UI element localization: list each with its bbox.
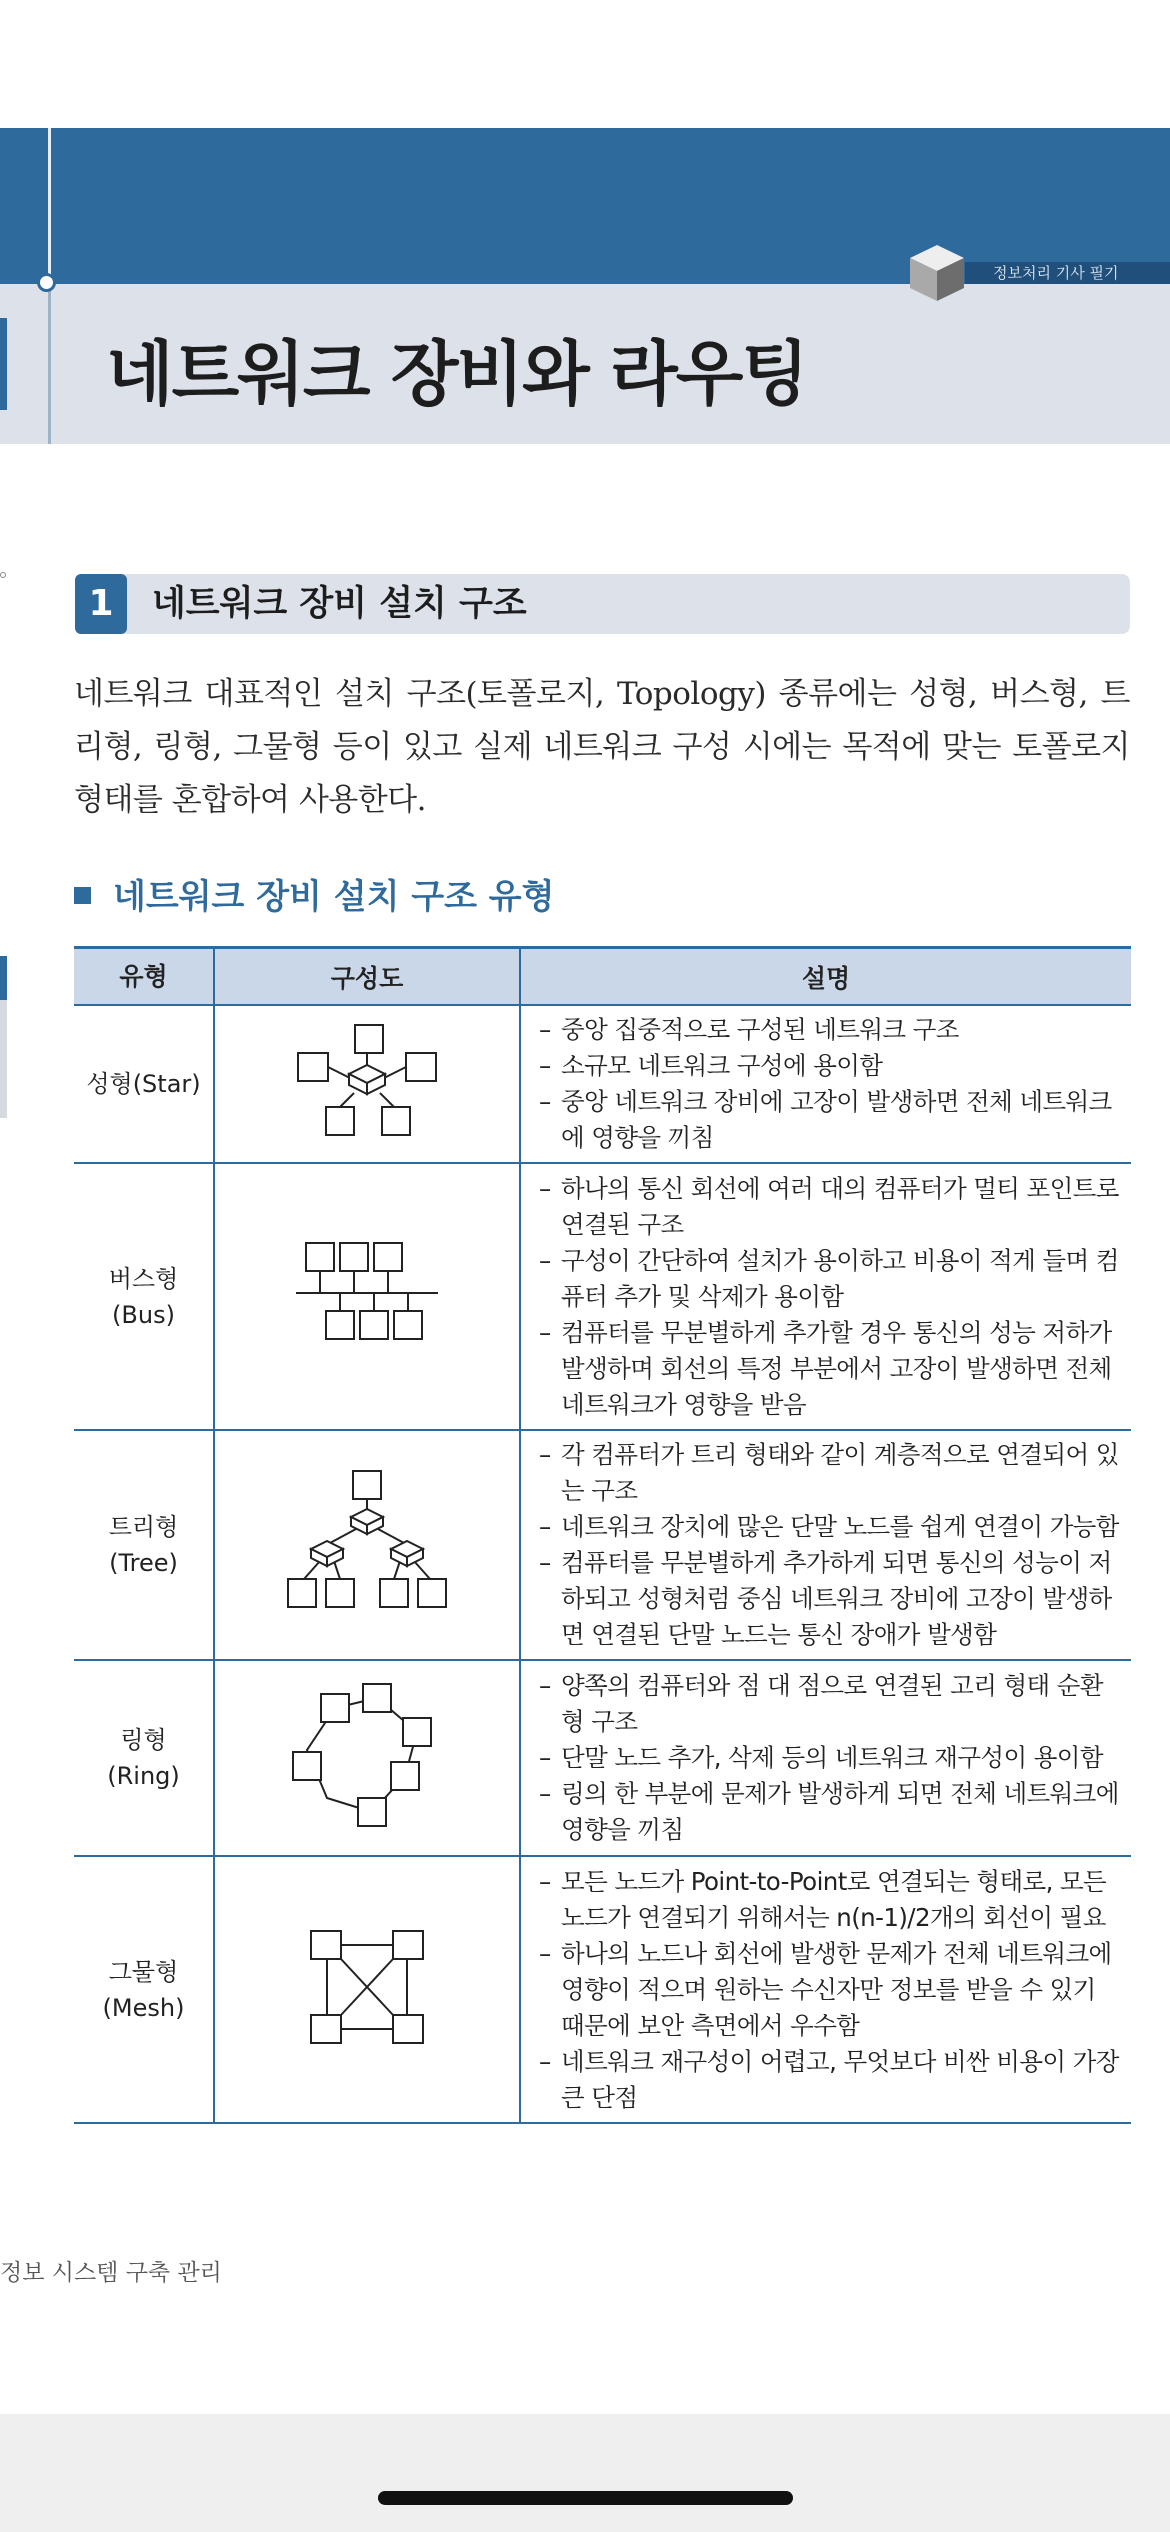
- side-tab: [0, 956, 7, 1000]
- chapter-banner: [0, 128, 1170, 284]
- description-cell: [520, 1856, 1131, 2123]
- table-header-row: [74, 948, 1131, 1006]
- type-cell: [74, 1856, 214, 2123]
- description-item: – 네트워크 장치에 많은 단말 노드를 쉽게 연결이 가능함: [539, 1512, 1119, 1541]
- left-accent-bar: [0, 318, 7, 410]
- type-name: 버스형: [108, 1264, 179, 1293]
- type-name-en: (Ring): [107, 1762, 180, 1790]
- cube-logo-icon: [908, 243, 966, 303]
- diagram-cell: [214, 1163, 520, 1430]
- table-row-ring: [74, 1660, 1131, 1856]
- description-item: – 하나의 통신 회선에 여러 대의 컴퓨터가 멀티 포인트로 연결된 구조: [539, 1173, 1119, 1239]
- tree-topology-icon: [282, 1467, 452, 1617]
- description-item: – 각 컴퓨터가 트리 형태와 같이 계층적으로 연결되어 있는 구조: [539, 1440, 1119, 1505]
- section-number: 1: [75, 574, 127, 634]
- description-item: – 단말 노드 추가, 삭제 등의 네트워크 재구성이 용이함: [539, 1743, 1103, 1772]
- type-name-en: (Mesh): [102, 1993, 185, 2022]
- header-diagram: 구성도: [214, 948, 520, 1006]
- bottom-strip: [0, 2414, 1170, 2532]
- type-name: 성형(Star): [86, 1070, 201, 1098]
- description-item: – 하나의 노드나 회선에 발생한 문제가 전체 네트워크에 영향이 적으며 원하는 수신자만 정보를 받을 수 있기 때문에 보안 측면에서 우수함: [539, 1938, 1112, 2040]
- type-name: 그물형: [108, 1957, 179, 1986]
- description-cell: [520, 1005, 1131, 1163]
- description-item: – 컴퓨터를 무분별하게 추가하게 되면 통신의 성능이 저하되고 성형처럼 중심 네트워크 장비에 고장이 발생하면 연결된 단말 노드는 통신 장애가 발생함: [539, 1548, 1112, 1649]
- diagram-cell: [214, 1005, 520, 1163]
- description-item: – 중앙 네트워크 장비에 고장이 발생하면 전체 네트워크에 영향을 끼침: [539, 1087, 1112, 1152]
- type-cell: [74, 1430, 214, 1660]
- intro-paragraph: 네트워크 대표적인 설치 구조(토폴로지, Topology) 종류에는 성형, 버스형, 트리형, 링형, 그물형 등이 있고 실제 네트워크 구성 시에는 목적에 맞는 토폴로지 형태를 혼합하여 사용한다.: [74, 676, 1130, 818]
- page-footer: 정보 시스템 구축 관리: [0, 2260, 222, 2286]
- header-description: 설명: [520, 948, 1131, 1006]
- star-topology-icon: [292, 1021, 442, 1141]
- type-cell: [74, 1163, 214, 1430]
- side-tab-lower: [0, 1000, 7, 1118]
- type-name-en: (Bus): [112, 1300, 175, 1329]
- description-item: – 모든 노드가 Point-to-Point로 연결되는 형태로, 모든 노드가 연결되기 위해서는 n(n-1)/2개의 회선이 필요: [539, 1866, 1107, 1932]
- ring-topology-icon: [287, 1680, 447, 1830]
- top-margin: [0, 0, 1170, 128]
- table-row-mesh: [74, 1856, 1131, 2123]
- title-divider-line: [48, 284, 51, 444]
- diagram-cell: [214, 1660, 520, 1856]
- description-cell: [520, 1430, 1131, 1660]
- table-row-star: [74, 1005, 1131, 1163]
- bus-topology-icon: [292, 1239, 442, 1349]
- type-name: 링형: [120, 1726, 167, 1754]
- home-indicator[interactable]: [378, 2491, 793, 2505]
- description-item: – 구성이 간단하여 설치가 용이하고 비용이 적게 들며 컴퓨터 추가 및 삭제가 용이함: [539, 1245, 1119, 1311]
- description-cell: [520, 1163, 1131, 1430]
- section-title: 네트워크 장비 설치 구조: [152, 584, 527, 624]
- mesh-topology-icon: [307, 1927, 427, 2047]
- header-type: 유형: [74, 948, 214, 1006]
- description-item: – 양쪽의 컴퓨터와 점 대 점으로 연결된 고리 형태 순환형 구조: [539, 1671, 1103, 1736]
- subsection-title: 네트워크 장비 설치 구조 유형: [113, 877, 555, 917]
- description-item: – 소규모 네트워크 구성에 용이함: [539, 1051, 883, 1080]
- table-row-bus: [74, 1163, 1131, 1430]
- diagram-cell: [214, 1856, 520, 2123]
- type-name-en: (Tree): [109, 1549, 178, 1577]
- subsection-heading: [74, 872, 554, 922]
- type-cell: [74, 1005, 214, 1163]
- divider-node-icon: [37, 273, 56, 292]
- description-item: – 중앙 집중적으로 구성된 네트워크 구조: [539, 1015, 959, 1044]
- bullet-square-icon: [74, 887, 91, 904]
- description-item: – 컴퓨터를 무분별하게 추가할 경우 통신의 성능 저하가 발생하며 회선의 특정 부분에서 고장이 발생하면 전체 네트워크가 영향을 받음: [539, 1317, 1112, 1419]
- brand-label: 정보처리 기사 필기: [965, 262, 1170, 284]
- type-name: 트리형: [108, 1513, 179, 1541]
- diagram-cell: [214, 1430, 520, 1660]
- description-item: – 링의 한 부분에 문제가 발생하게 되면 전체 네트워크에 영향을 끼침: [539, 1779, 1119, 1844]
- chapter-title: 네트워크 장비와 라우팅: [106, 333, 807, 415]
- description-cell: [520, 1660, 1131, 1856]
- topology-table: [74, 946, 1131, 2124]
- table-row-tree: [74, 1430, 1131, 1660]
- type-cell: [74, 1660, 214, 1856]
- margin-dot: [0, 572, 6, 578]
- description-item: – 네트워크 재구성이 어렵고, 무엇보다 비싼 비용이 가장 큰 단점: [539, 2046, 1119, 2112]
